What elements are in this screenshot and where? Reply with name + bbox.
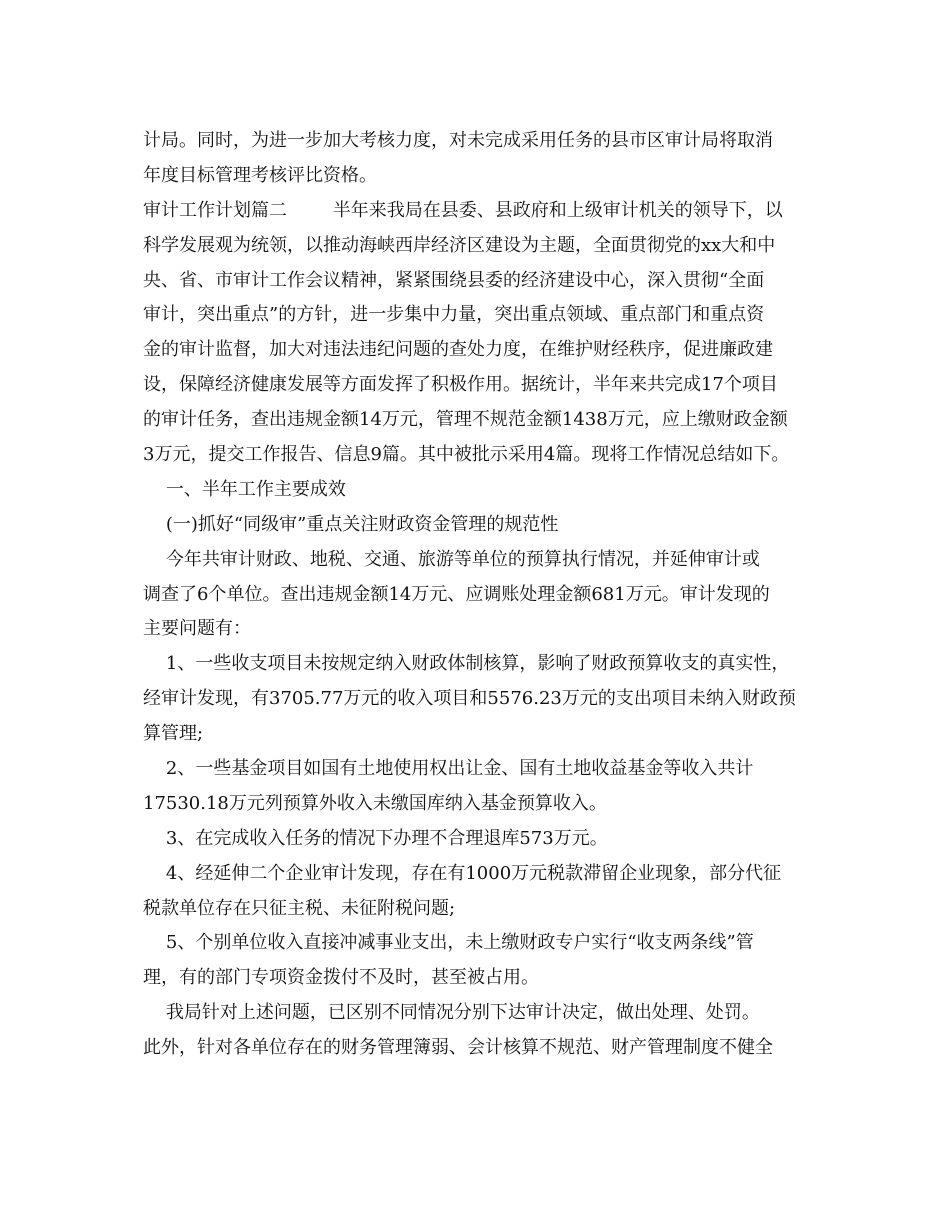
text-line: 我局针对上述问题，已区别不同情况分别下达审计决定，做出处理、处罚。	[143, 1002, 760, 1024]
list-item-line: 3、在完成收入任务的情况下办理不合理退库573万元。	[143, 827, 608, 849]
list-item-line: 4、经延伸二个企业审计发现，存在有1000万元税款滞留企业现象，部分代征	[143, 862, 782, 884]
text-line: 的审计任务，查出违规金额14万元，管理不规范金额1438万元，应上缴财政金额	[143, 409, 788, 431]
list-item-line: 5、个别单位收入直接冲减事业支出，未上缴财政专户实行“收支两条线”管	[143, 932, 754, 954]
text-line: 主要问题有：	[143, 618, 251, 640]
list-item-line: 1、一些收支项目未按规定纳入财政体制核算，影响了财政预算收支的真实性，	[143, 653, 790, 675]
list-item-line: 2、一些基金项目如国有土地使用权出让金、国有土地收益基金等收入共计	[143, 758, 754, 780]
section-heading-line: 审计工作计划篇二 半年来我局在县委、县政府和上级审计机关的领导下，以	[143, 199, 783, 221]
text-line: 科学发展观为统领，以推动海峡西岸经济区建设为主题，全面贯彻党的xx大和中	[143, 234, 776, 256]
text-line: 金的审计监督，加大对违法违纪问题的查处力度，在维护财经秩序，促进廉政建	[143, 339, 773, 361]
text-line: 3万元，提交工作报告、信息9篇。其中被批示采用4篇。现将工作情况总结如下。	[143, 444, 790, 466]
text-line: 经审计发现，有3705.77万元的收入项目和5576.23万元的支出项目未纳入财政预	[143, 688, 796, 710]
document-body	[143, 124, 815, 1066]
text-line: 央、省、市审计工作会议精神，紧紧围绕县委的经济建设中心，深入贯彻“全面	[143, 269, 765, 291]
text-line: 计局。同时，为进一步加大考核力度，对未完成采用任务的县市区审计局将取消	[143, 130, 773, 151]
text-line: 17530.18万元列预算外收入未缴国库纳入基金预算收入。	[143, 792, 607, 814]
text-line: 审计，突出重点”的方针，进一步集中力量，突出重点领域、重点部门和重点资	[143, 304, 765, 326]
subheading-line: 一、半年工作主要成效	[143, 478, 346, 500]
text-line: 调查了6个单位。查出违规金额14万元、应调账处理金额681万元。审计发现的	[143, 583, 770, 605]
subheading-line: (一)抓好“同级审”重点关注财政资金管理的规范性	[143, 513, 559, 535]
text-line: 年度目标管理考核评比资格。	[143, 164, 377, 186]
text-line: 税款单位存在只征主税、未征附税问题;	[143, 897, 456, 919]
text-line: 此外，针对各单位存在的财务管理簿弱、会计核算不规范、财产管理制度不健全	[143, 1037, 773, 1059]
text-line: 设，保障经济健康发展等方面发挥了积极作用。据统计，半年来共完成17个项目	[143, 374, 778, 396]
text-line: 算管理;	[143, 723, 204, 745]
text-line: 今年共审计财政、地税、交通、旅游等单位的预算执行情况，并延伸审计或	[143, 548, 760, 570]
text-line: 理，有的部门专项资金拨付不及时，甚至被占用。	[143, 967, 539, 989]
